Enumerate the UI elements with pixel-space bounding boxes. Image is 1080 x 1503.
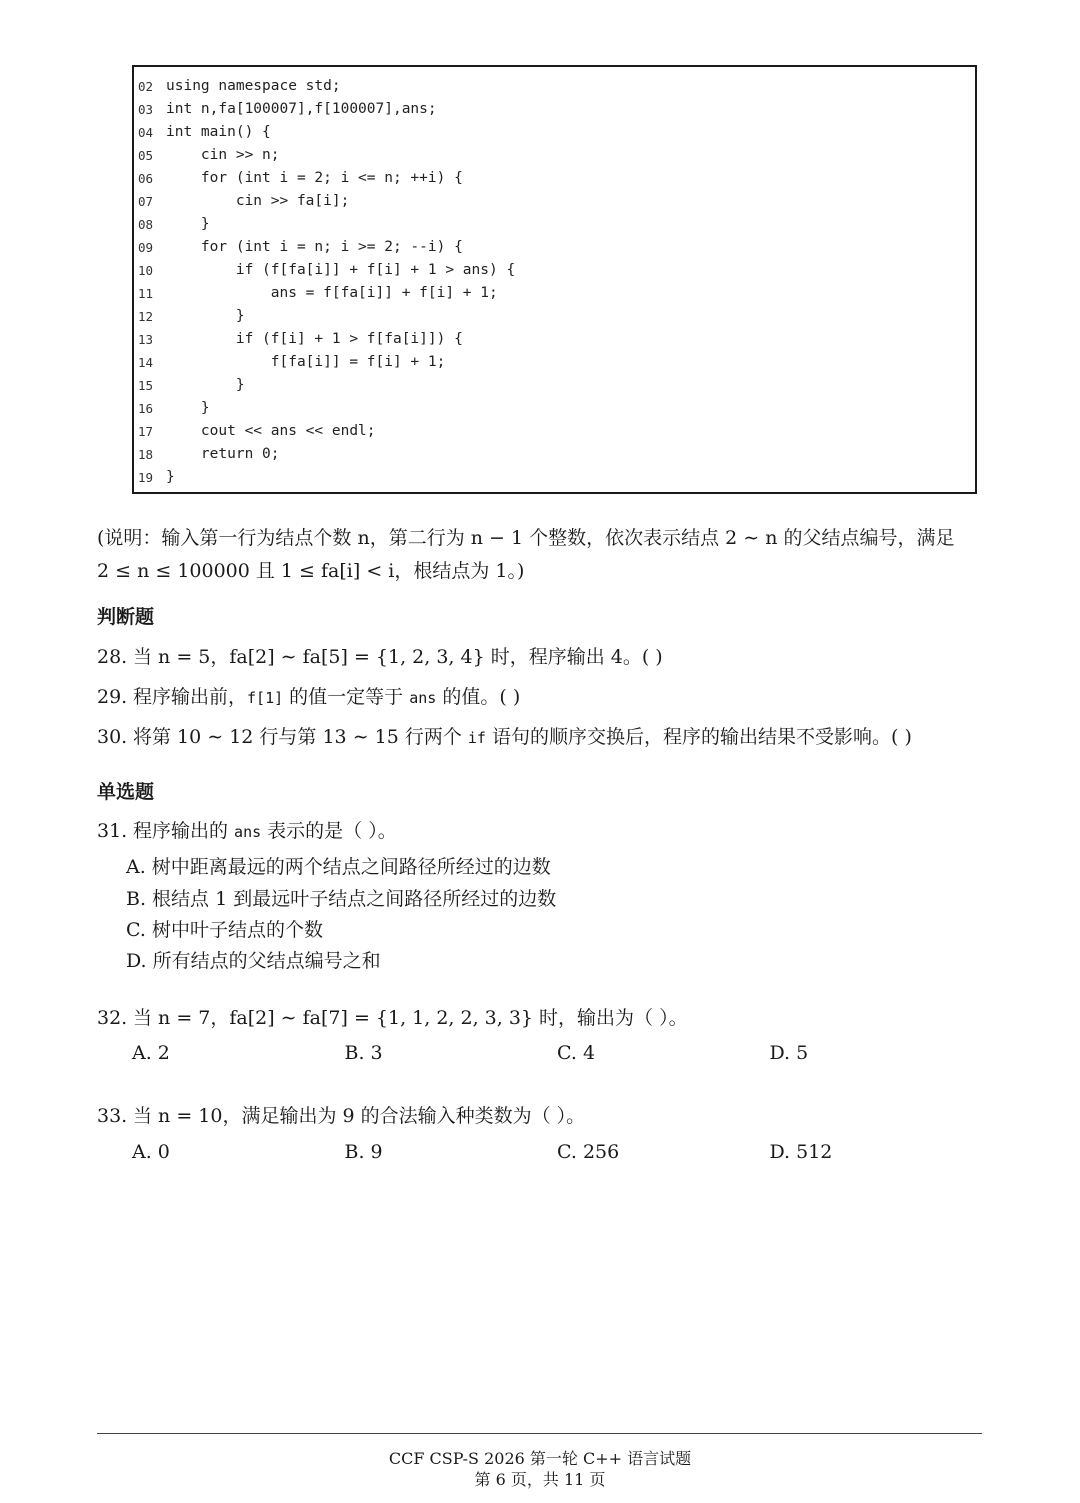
footer-title: CCF CSP-S 2026 第一轮 C++ 语言试题 (388, 1449, 692, 1468)
note-line-2: 2 ≤ n ≤ 100000 且 1 ≤ fa[i] < i，根结点为 1。) (97, 560, 525, 582)
question-text-pre: 将第 10 ∼ 12 行与第 13 ∼ 15 行两个 (133, 726, 468, 748)
line-number: 17 (138, 424, 154, 439)
line-number: 10 (138, 263, 154, 278)
code-text: for (int i = n; i >= 2; --i) { (166, 239, 463, 255)
code-ans: ans (409, 689, 437, 707)
code-text: cin >> n; (166, 147, 280, 163)
code-line (138, 397, 975, 420)
code-text: cout << ans << endl; (166, 423, 376, 439)
q32-options (132, 1042, 982, 1064)
question-number: 33. (97, 1105, 128, 1127)
question-29 (97, 682, 520, 709)
code-line (138, 466, 975, 489)
code-line (138, 144, 975, 167)
question-text: 当 n = 7，fa[2] ∼ fa[7] = {1, 1, 2, 2, 3, 3} 时，输出为（ ）。 (133, 1007, 688, 1029)
input-description-note (97, 522, 987, 588)
code-line (138, 443, 975, 466)
code-line (138, 236, 975, 259)
line-number: 13 (138, 332, 154, 347)
line-number: 11 (138, 286, 154, 301)
code-text: if (f[i] + 1 > f[fa[i]]) { (166, 331, 463, 347)
line-number: 04 (138, 125, 154, 140)
code-if: if (467, 729, 486, 747)
section-heading-true-false: 判断题 (97, 606, 155, 628)
code-text: return 0; (166, 446, 280, 462)
question-number: 30. (97, 726, 128, 748)
q33-option-b: B. 9 (344, 1141, 383, 1163)
code-line (138, 420, 975, 443)
question-31 (97, 816, 397, 843)
code-line (138, 75, 975, 98)
code-text: ans = f[fa[i]] + f[i] + 1; (166, 285, 498, 301)
code-line (138, 259, 975, 282)
code-line (138, 98, 975, 121)
q31-option-c: C. 树中叶子结点的个数 (126, 919, 323, 941)
line-number: 14 (138, 355, 154, 370)
code-text: } (166, 216, 210, 232)
q32-option-c: C. 4 (557, 1042, 596, 1064)
code-text: f[fa[i]] = f[i] + 1; (166, 354, 446, 370)
q32-option-d: D. 5 (769, 1042, 809, 1064)
line-number: 19 (138, 470, 154, 485)
code-line (138, 305, 975, 328)
code-text: for (int i = 2; i <= n; ++i) { (166, 170, 463, 186)
line-number: 12 (138, 309, 154, 324)
question-33 (97, 1101, 585, 1128)
question-text-pre: 程序输出的 (133, 820, 235, 842)
code-text: } (166, 308, 245, 324)
question-text-post: 的值。( ) (436, 686, 521, 708)
line-number: 06 (138, 171, 154, 186)
question-28 (97, 642, 663, 669)
code-line (138, 121, 975, 144)
line-number: 18 (138, 447, 154, 462)
code-line (138, 351, 975, 374)
question-text: 当 n = 5，fa[2] ∼ fa[5] = {1, 2, 3, 4} 时，程序输出 4。( ) (133, 646, 663, 668)
code-text: } (166, 377, 245, 393)
code-f1: f[1] (247, 689, 284, 707)
footer-divider (97, 1433, 982, 1434)
code-line (138, 190, 975, 213)
code-text: } (166, 469, 175, 485)
code-text: int n,fa[100007],f[100007],ans; (166, 101, 437, 117)
question-number: 29. (97, 686, 128, 708)
question-text: 当 n = 10，满足输出为 9 的合法输入种类数为（ ）。 (133, 1105, 586, 1127)
note-line-1: (说明：输入第一行为结点个数 n，第二行为 n − 1 个整数，依次表示结点 2 ∼ n 的父结点编号，满足 (97, 527, 955, 549)
q33-option-c: C. 256 (557, 1141, 620, 1163)
q31-option-b: B. 根结点 1 到最远叶子结点之间路径所经过的边数 (126, 888, 557, 910)
code-text: using namespace std; (166, 78, 341, 94)
line-number: 08 (138, 217, 154, 232)
line-number: 05 (138, 148, 154, 163)
q33-options (132, 1141, 982, 1163)
question-text-mid: 的值一定等于 (283, 686, 410, 708)
line-number: 16 (138, 401, 154, 416)
question-number: 32. (97, 1007, 128, 1029)
question-number: 28. (97, 646, 128, 668)
q31-option-a: A. 树中距离最远的两个结点之间路径所经过的边数 (126, 856, 551, 878)
question-text-post: 表示的是（ ）。 (261, 820, 397, 842)
code-line (138, 282, 975, 305)
code-line (138, 328, 975, 351)
section-heading-single-choice: 单选题 (97, 781, 155, 803)
line-number: 09 (138, 240, 154, 255)
question-30 (97, 722, 912, 749)
question-text-pre: 程序输出前， (133, 686, 248, 708)
line-number: 02 (138, 79, 154, 94)
question-number: 31. (97, 820, 128, 842)
code-line (138, 167, 975, 190)
question-32 (97, 1003, 688, 1030)
q32-option-a: A. 2 (132, 1042, 170, 1064)
code-text: } (166, 400, 210, 416)
q33-option-a: A. 0 (132, 1141, 170, 1163)
question-text-post: 语句的顺序交换后，程序的输出结果不受影响。( ) (485, 726, 912, 748)
code-text: int main() { (166, 124, 271, 140)
code-text: if (f[fa[i]] + f[i] + 1 > ans) { (166, 262, 516, 278)
q32-option-b: B. 3 (344, 1042, 383, 1064)
footer-page-number: 第 6 页，共 11 页 (474, 1470, 606, 1489)
line-number: 07 (138, 194, 154, 209)
q33-option-d: D. 512 (769, 1141, 833, 1163)
code-line (138, 374, 975, 397)
q31-option-d: D. 所有结点的父结点编号之和 (126, 950, 381, 972)
line-number: 15 (138, 378, 154, 393)
code-listing (132, 65, 977, 494)
line-number: 03 (138, 102, 154, 117)
code-line (138, 213, 975, 236)
code-text: cin >> fa[i]; (166, 193, 350, 209)
code-ans: ans (234, 823, 262, 841)
